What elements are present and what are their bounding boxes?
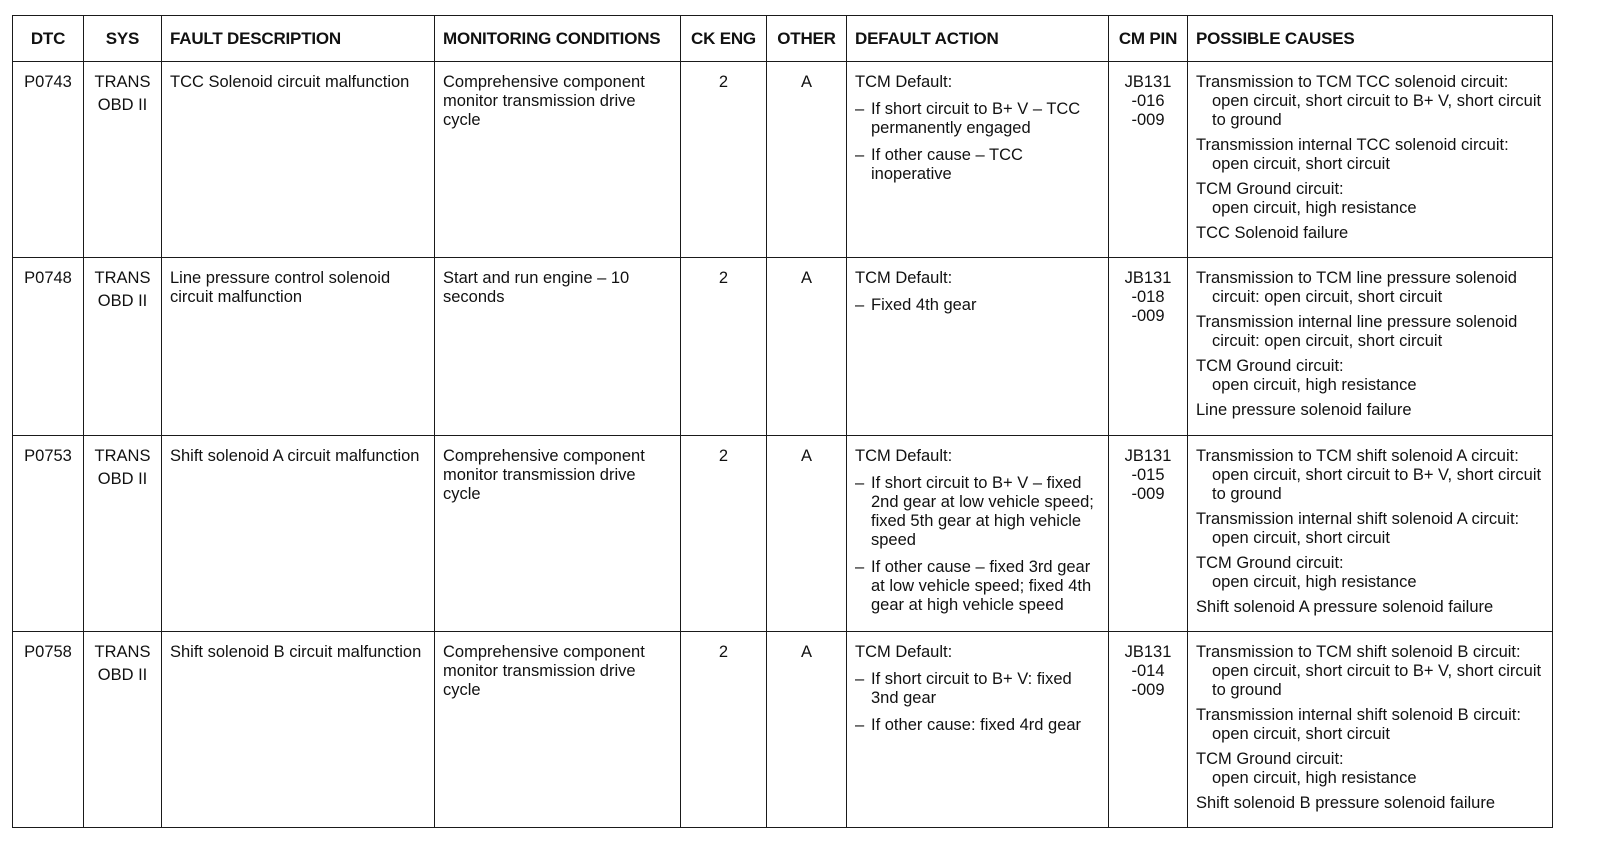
cause-detail: open circuit, short circuit [1212,725,1390,743]
cause-detail: open circuit, high resistance [1212,573,1417,591]
ck-eng-value: 2 [681,62,767,258]
cm-pin-line: JB131 [1124,643,1172,661]
cause-title: Line pressure solenoid failure [1196,401,1412,419]
dtc-code: P0743 [13,62,84,258]
header-other: OTHER [767,16,847,62]
table-row [13,62,1553,258]
header-default-action: DEFAULT ACTION [847,16,1109,62]
sys-line: OBD II [97,96,148,114]
default-action-item [855,558,1100,615]
header-cm-pin: CM PIN [1109,16,1188,62]
default-action-text: If other cause – TCC inoperative [871,146,1023,183]
default-action-item [855,670,1100,708]
dtc-table [12,15,1553,828]
cause-detail: open circuit, short circuit [1212,529,1390,547]
default-action-heading: TCM Default: [855,73,953,91]
possible-causes-cell [1188,62,1553,258]
other-value: A [767,258,847,436]
other-value: A [767,62,847,258]
default-action-text: If other cause – fixed 3rd gear at low vehicle speed; fixed 4th gear at high vehicle speed [871,558,1092,614]
fault-description: TCC Solenoid circuit malfunction [162,62,435,258]
table-row [13,632,1553,828]
cause-title: Transmission internal TCC solenoid circuit: [1196,136,1509,154]
cause-detail: open circuit, high resistance [1212,199,1417,217]
default-action-cell [847,436,1109,632]
possible-causes-cell [1188,258,1553,436]
cause-title: Transmission to TCM shift solenoid A circuit: [1196,447,1519,465]
cause-title: Shift solenoid A pressure solenoid failure [1196,598,1494,616]
cm-pin-cell [1109,62,1188,258]
default-action-cell [847,258,1109,436]
default-action-item [855,100,1100,138]
cause-item [1196,224,1544,243]
default-action-text: If short circuit to B+ V – fixed 2nd gear at low vehicle speed; fixed 5th gear at high vehicle speed [871,474,1094,549]
possible-causes-cell [1188,436,1553,632]
header-sys: SYS [84,16,162,62]
sys-cell [84,436,162,632]
default-action-cell [847,632,1109,828]
cause-detail: open circuit, short circuit to B+ V, short circuit to ground [1212,92,1542,129]
ck-eng-value: 2 [681,632,767,828]
cause-item [1196,706,1544,744]
cause-title: TCM Ground circuit: [1196,180,1344,198]
cm-pin-line: -009 [1131,307,1165,325]
default-action-text: If short circuit to B+ V: fixed 3nd gear [871,670,1072,707]
default-action-item [855,146,1100,184]
sys-line: TRANS [94,269,151,287]
other-value: A [767,436,847,632]
cause-detail: open circuit, high resistance [1212,376,1417,394]
monitoring-conditions: Comprehensive component monitor transmission drive cycle [435,436,681,632]
cause-item [1196,510,1544,548]
cause-item [1196,73,1544,130]
sys-cell [84,62,162,258]
cm-pin-line: JB131 [1124,73,1172,91]
header-fault-description: FAULT DESCRIPTION [162,16,435,62]
cm-pin-line: -009 [1131,485,1165,503]
cause-item [1196,447,1544,504]
cause-item [1196,313,1544,351]
header-ck-eng: CK ENG [681,16,767,62]
header-dtc: DTC [13,16,84,62]
cm-pin-line: -018 [1131,288,1165,306]
default-action-item [855,716,1100,735]
cause-detail: open circuit, short circuit [1212,155,1390,173]
cm-pin-cell [1109,436,1188,632]
dash-bullet: – [855,474,865,492]
header-row [13,16,1553,62]
monitoring-conditions: Start and run engine – 10 seconds [435,258,681,436]
dash-bullet: – [855,670,865,688]
cause-title: TCC Solenoid failure [1196,224,1349,242]
sys-line: TRANS [94,73,151,91]
sys-line: OBD II [97,470,148,488]
cause-item [1196,401,1544,420]
dtc-table-sheet [12,15,1552,828]
cause-detail: open circuit, short circuit to B+ V, short circuit to ground [1212,662,1542,699]
sys-cell [84,632,162,828]
cause-title: TCM Ground circuit: [1196,750,1344,768]
default-action-item [855,296,1100,315]
cause-detail: circuit: open circuit, short circuit [1212,288,1443,306]
fault-description: Line pressure control solenoid circuit malfunction [162,258,435,436]
cause-detail: circuit: open circuit, short circuit [1212,332,1443,350]
dash-bullet: – [855,100,865,118]
cause-title: TCM Ground circuit: [1196,554,1344,572]
cm-pin-line: -009 [1131,111,1165,129]
cause-title: Transmission to TCM shift solenoid B circuit: [1196,643,1521,661]
cause-title: Transmission internal line pressure solenoid [1196,313,1518,331]
cm-pin-line: -015 [1131,466,1165,484]
fault-description: Shift solenoid B circuit malfunction [162,632,435,828]
cm-pin-line: JB131 [1124,269,1172,287]
header-possible-causes: POSSIBLE CAUSES [1188,16,1553,62]
sys-cell [84,258,162,436]
cause-item [1196,136,1544,174]
default-action-item [855,474,1100,550]
default-action-heading: TCM Default: [855,269,953,287]
cm-pin-line: -016 [1131,92,1165,110]
sys-line: OBD II [97,292,148,310]
table-row [13,436,1553,632]
cause-item [1196,598,1544,617]
dash-bullet: – [855,296,865,314]
cause-item [1196,794,1544,813]
default-action-cell [847,62,1109,258]
default-action-heading: TCM Default: [855,447,953,465]
default-action-text: Fixed 4th gear [871,296,977,314]
default-action-heading: TCM Default: [855,643,953,661]
default-action-text: If other cause: fixed 4rd gear [871,716,1082,734]
cause-title: Shift solenoid B pressure solenoid failure [1196,794,1496,812]
cause-title: Transmission to TCM line pressure solenoid [1196,269,1517,287]
sys-line: OBD II [97,666,148,684]
header-monitoring-conditions: MONITORING CONDITIONS [435,16,681,62]
cm-pin-line: -014 [1131,662,1165,680]
cause-item [1196,750,1544,788]
ck-eng-value: 2 [681,258,767,436]
monitoring-conditions: Comprehensive component monitor transmission drive cycle [435,632,681,828]
cm-pin-cell [1109,258,1188,436]
fault-description: Shift solenoid A circuit malfunction [162,436,435,632]
cause-detail: open circuit, short circuit to B+ V, short circuit to ground [1212,466,1542,503]
cm-pin-line: -009 [1131,681,1165,699]
table-row [13,258,1553,436]
cause-detail: open circuit, high resistance [1212,769,1417,787]
cause-title: Transmission internal shift solenoid A circuit: [1196,510,1520,528]
cause-title: TCM Ground circuit: [1196,357,1344,375]
cm-pin-cell [1109,632,1188,828]
possible-causes-cell [1188,632,1553,828]
cause-item [1196,269,1544,307]
dash-bullet: – [855,716,865,734]
dash-bullet: – [855,558,865,576]
ck-eng-value: 2 [681,436,767,632]
cause-item [1196,180,1544,218]
sys-line: TRANS [94,643,151,661]
cause-title: Transmission internal shift solenoid B circuit: [1196,706,1521,724]
other-value: A [767,632,847,828]
sys-line: TRANS [94,447,151,465]
dtc-code: P0748 [13,258,84,436]
dash-bullet: – [855,146,865,164]
default-action-text: If short circuit to B+ V – TCC permanently engaged [871,100,1081,137]
cause-title: Transmission to TCM TCC solenoid circuit: [1196,73,1509,91]
cm-pin-line: JB131 [1124,447,1172,465]
cause-item [1196,643,1544,700]
dtc-code: P0758 [13,632,84,828]
dtc-code: P0753 [13,436,84,632]
cause-item [1196,554,1544,592]
cause-item [1196,357,1544,395]
monitoring-conditions: Comprehensive component monitor transmission drive cycle [435,62,681,258]
